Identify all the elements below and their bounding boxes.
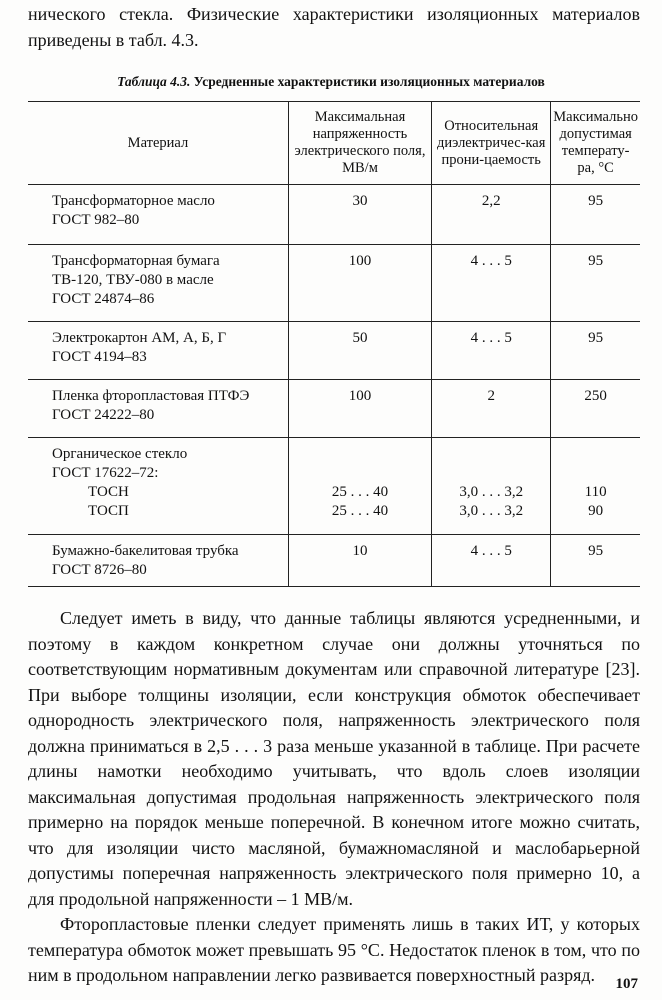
table-row	[28, 322, 640, 380]
cell-field-strength: 50	[288, 322, 431, 380]
table-row	[28, 245, 640, 322]
cell-permittivity: 4 . . . 5	[432, 245, 551, 322]
cell-field-strength: 100	[288, 380, 431, 438]
header-permittivity: Относительная диэлектричес-кая прони-цаемость	[432, 102, 551, 185]
cell-material: Органическое стекло ГОСТ 17622–72: ТОСН ТОСП	[28, 438, 288, 535]
cell-temperature: 110 90	[551, 438, 640, 535]
materials-table	[28, 101, 640, 587]
page-number: 107	[615, 976, 638, 992]
cell-permittivity: 2	[432, 380, 551, 438]
header-material: Материал	[127, 134, 189, 151]
paragraph: Следует иметь в виду, что данные таблицы являются усредненными, и поэтому в каждом конкретном случае они должны уточняться по соответствующим нормативным документам или справочной литературе [23]. При выборе толщины изоляции, если конструкция обмоток обеспечивает однородность электрического поля, напряженность электрического поля должна приниматься в 2,5 . . . 3 раза меньше указанной в таблице. При расчете длины намотки необходимо учитывать, что вдоль слоев изоляции максимальная допустимая продольная напряженность электрического поля примерно на порядок меньше поперечной. В конечном итоге можно считать, что для изоляции чисто масляной, бумажномасляной и маслобарьерной допустимы поперечная напряженность электрического поля примерно 10, а для продольной напряженности – 1 МВ/м.	[28, 608, 640, 909]
table-row	[28, 380, 640, 438]
cell-permittivity: 4 . . . 5	[432, 535, 551, 587]
cell-temperature: 95	[551, 185, 640, 245]
cell-field-strength: 100	[288, 245, 431, 322]
header-field-strength: Максимальная напряженность электрического поля, МВ/м	[288, 102, 431, 185]
paragraph: Фторопластовые пленки следует применять лишь в таких ИТ, у которых температура обмоток может превышать 95 °С. Недостаток пленок в том, что по ним в продольном направлении легко развивается поверхностный разряд.	[28, 914, 640, 985]
table-row	[28, 535, 640, 587]
cell-field-strength: 30	[288, 185, 431, 245]
cell-temperature: 95	[551, 322, 640, 380]
cell-material: Трансформаторное масло ГОСТ 982–80	[52, 193, 215, 228]
cell-permittivity: 3,0 . . . 3,2 3,0 . . . 3,2	[432, 438, 551, 535]
cell-field-strength: 10	[288, 535, 431, 587]
cell-permittivity: 2,2	[432, 185, 551, 245]
intro-text: нического стекла. Физические характеристики изоляционных материалов приведены в табл. 4.3.	[28, 4, 640, 50]
sub-material-tosn: ТОСН	[88, 484, 129, 500]
sub-material-tosp: ТОСП	[88, 503, 129, 519]
cell-field-strength: 25 . . . 40 25 . . . 40	[288, 438, 431, 535]
cell-material: Пленка фторопластовая ПТФЭ ГОСТ 24222–80	[52, 388, 250, 423]
cell-material: Бумажно-бакелитовая трубка ГОСТ 8726–80	[52, 543, 239, 578]
cell-temperature: 95	[551, 245, 640, 322]
table-caption-label: Таблица 4.3.	[117, 74, 191, 89]
table-row	[28, 438, 640, 535]
cell-permittivity: 4 . . . 5	[432, 322, 551, 380]
header-temperature: Максимально допустимая температу-ра, °С	[551, 102, 640, 185]
body-text	[28, 606, 640, 989]
cell-temperature: 250	[551, 380, 640, 438]
table-row	[28, 185, 640, 245]
table-caption	[0, 74, 662, 90]
cell-material: Трансформаторная бумага ТВ-120, ТВУ-080 в масле ГОСТ 24874–86	[52, 253, 220, 307]
table-caption-title: Усредненные характеристики изоляционных материалов	[193, 74, 545, 89]
cell-material: Электрокартон АМ, А, Б, Г ГОСТ 4194–83	[52, 330, 227, 365]
table-header-row	[28, 102, 640, 185]
cell-temperature: 95	[551, 535, 640, 587]
